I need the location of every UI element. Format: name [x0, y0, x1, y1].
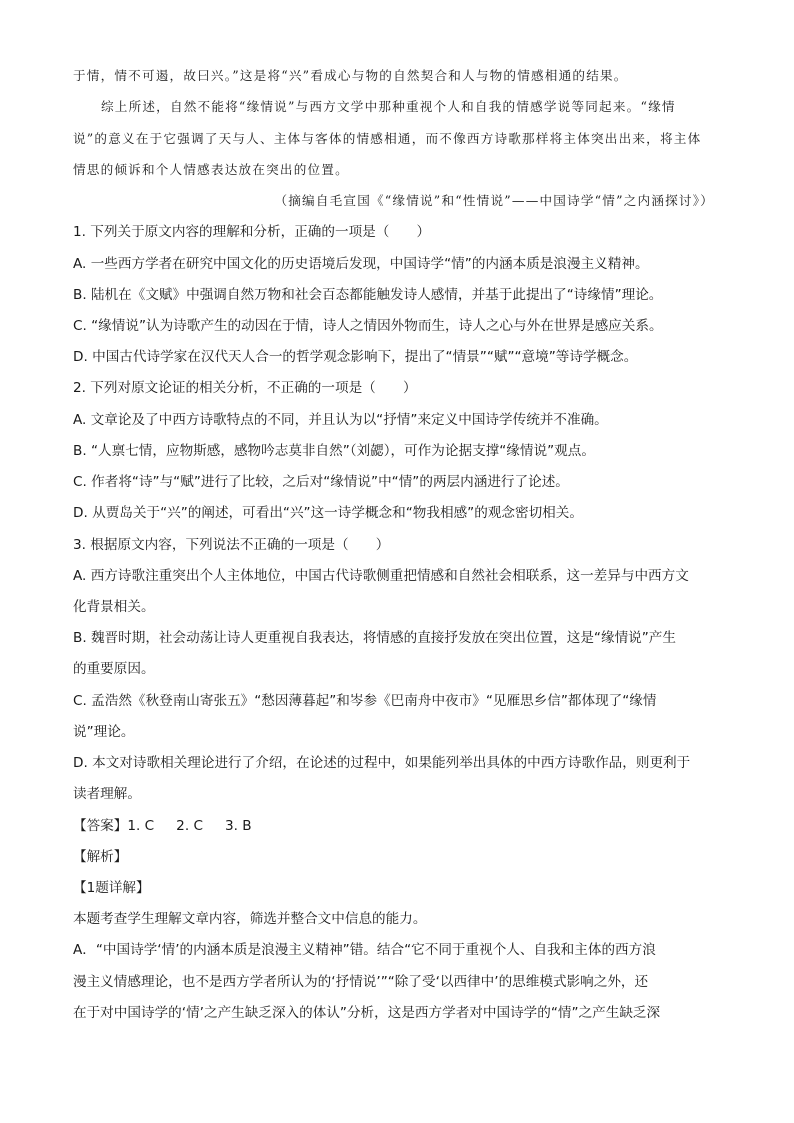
- analysis-text: A．“中国诗学‘情’的内涵本质是浪漫主义精神”错。结合“它不同于重视个人、自我和主体的西方浪: [73, 942, 656, 958]
- option-a-cont: 化背景相关。: [73, 599, 155, 615]
- passage-line: 于情，情不可遏，故曰兴。”这是将“兴”看成心与物的自然契合和人与物的情感相通的结果。: [73, 68, 628, 83]
- analysis-intro: 本题考查学生理解文章内容，筛选并整合文中信息的能力。: [73, 911, 427, 927]
- option-d: D. 中国古代诗学家在汉代天人合一的哲学观念影响下，提出了“情景”“赋”“意境”等诗学概念。: [73, 349, 638, 365]
- passage-line: 说”的意义在于它强调了天与人、主体与客体的情感相通，而不像西方诗歌那样将主体突出出来，将主体: [73, 131, 702, 146]
- option-c: C. 孟浩然《秋登南山寄张五》“愁因薄暮起”和岑参《巴南舟中夜市》“见雁思乡信”都体现了“缘情: [73, 693, 657, 709]
- answer-3: 3. B: [224, 818, 252, 834]
- option-b: B. “人禀七情，应物斯感，感物吟志莫非自然”（刘勰），可作为论据支撑“缘情说”观点。: [73, 443, 595, 459]
- option-c: C. 作者将“诗”与“赋”进行了比较，之后对“缘情说”中“情”的两层内涵进行了论述。: [73, 474, 569, 490]
- question-stem: 3. 根据原文内容，下列说法不正确的一项是（ ）: [73, 537, 390, 553]
- option-d: D. 从贾岛关于“兴”的阐述，可看出“兴”这一诗学概念和“物我相感”的观念密切相关。: [73, 505, 583, 521]
- answer-label: 【答案】: [73, 818, 128, 834]
- question-stem: 1. 下列关于原文内容的理解和分析，正确的一项是（ ）: [73, 224, 431, 240]
- answer-line: [73, 816, 252, 836]
- passage-line: 综上所述，自然不能将“缘情说”与西方文学中那种重视个人和自我的情感学说等同起来。“缘情: [101, 99, 676, 114]
- detail-label: 【1题详解】: [73, 880, 150, 896]
- answer-2: 2. C: [176, 818, 203, 834]
- analysis-text: 在于对中国诗学的‘情’之产生缺乏深入的体认”分析，这是西方学者对中国诗学的“情”之产生缺乏深: [73, 1005, 661, 1021]
- option-c: C. “缘情说”认为诗歌产生的动因在于情，诗人之情因外物而生，诗人之心与外在世界是感应关系。: [73, 318, 663, 334]
- option-a: A. 西方诗歌注重突出个人主体地位，中国古代诗歌侧重把情感和自然社会相联系，这一差异与中西方文: [73, 568, 689, 584]
- question-stem: 2. 下列对原文论证的相关分析，不正确的一项是（ ）: [73, 380, 417, 396]
- option-a: A. 文章论及了中西方诗歌特点的不同，并且认为以“抒情”来定义中国诗学传统并不准确。: [73, 412, 608, 428]
- option-b: B. 魏晋时期，社会动荡让诗人更重视自我表达，将情感的直接抒发放在突出位置，这是“缘情说”产生: [73, 630, 676, 646]
- passage-source: （摘编自毛宣国《“缘情说”和“性情说”——中国诗学“情”之内涵探讨》）: [274, 193, 714, 208]
- analysis-text: 漫主义情感理论，也不是西方学者所认为的‘抒情说’”“除了受‘以西律中’的思维模式影响之外，还: [73, 974, 649, 990]
- option-d-cont: 读者理解。: [73, 786, 141, 802]
- analysis-label: 【解析】: [73, 849, 128, 865]
- option-a: A. 一些西方学者在研究中国文化的历史语境后发现，中国诗学“情”的内涵本质是浪漫主义精神。: [73, 256, 649, 272]
- passage-line: 情思的倾诉和个人情感表达放在突出的位置。: [73, 162, 349, 177]
- option-c-cont: 说”理论。: [73, 724, 135, 740]
- option-b: B. 陆机在《文赋》中强调自然万物和社会百态都能触发诗人感情，并基于此提出了“诗缘情”理论。: [73, 287, 663, 303]
- option-d: D. 本文对诗歌相关理论进行了介绍，在论述的过程中，如果能列举出具体的中西方诗歌作品，则更利于: [73, 755, 691, 771]
- option-b-cont: 的重要原因。: [73, 661, 155, 677]
- answer-1: 1. C: [127, 818, 155, 834]
